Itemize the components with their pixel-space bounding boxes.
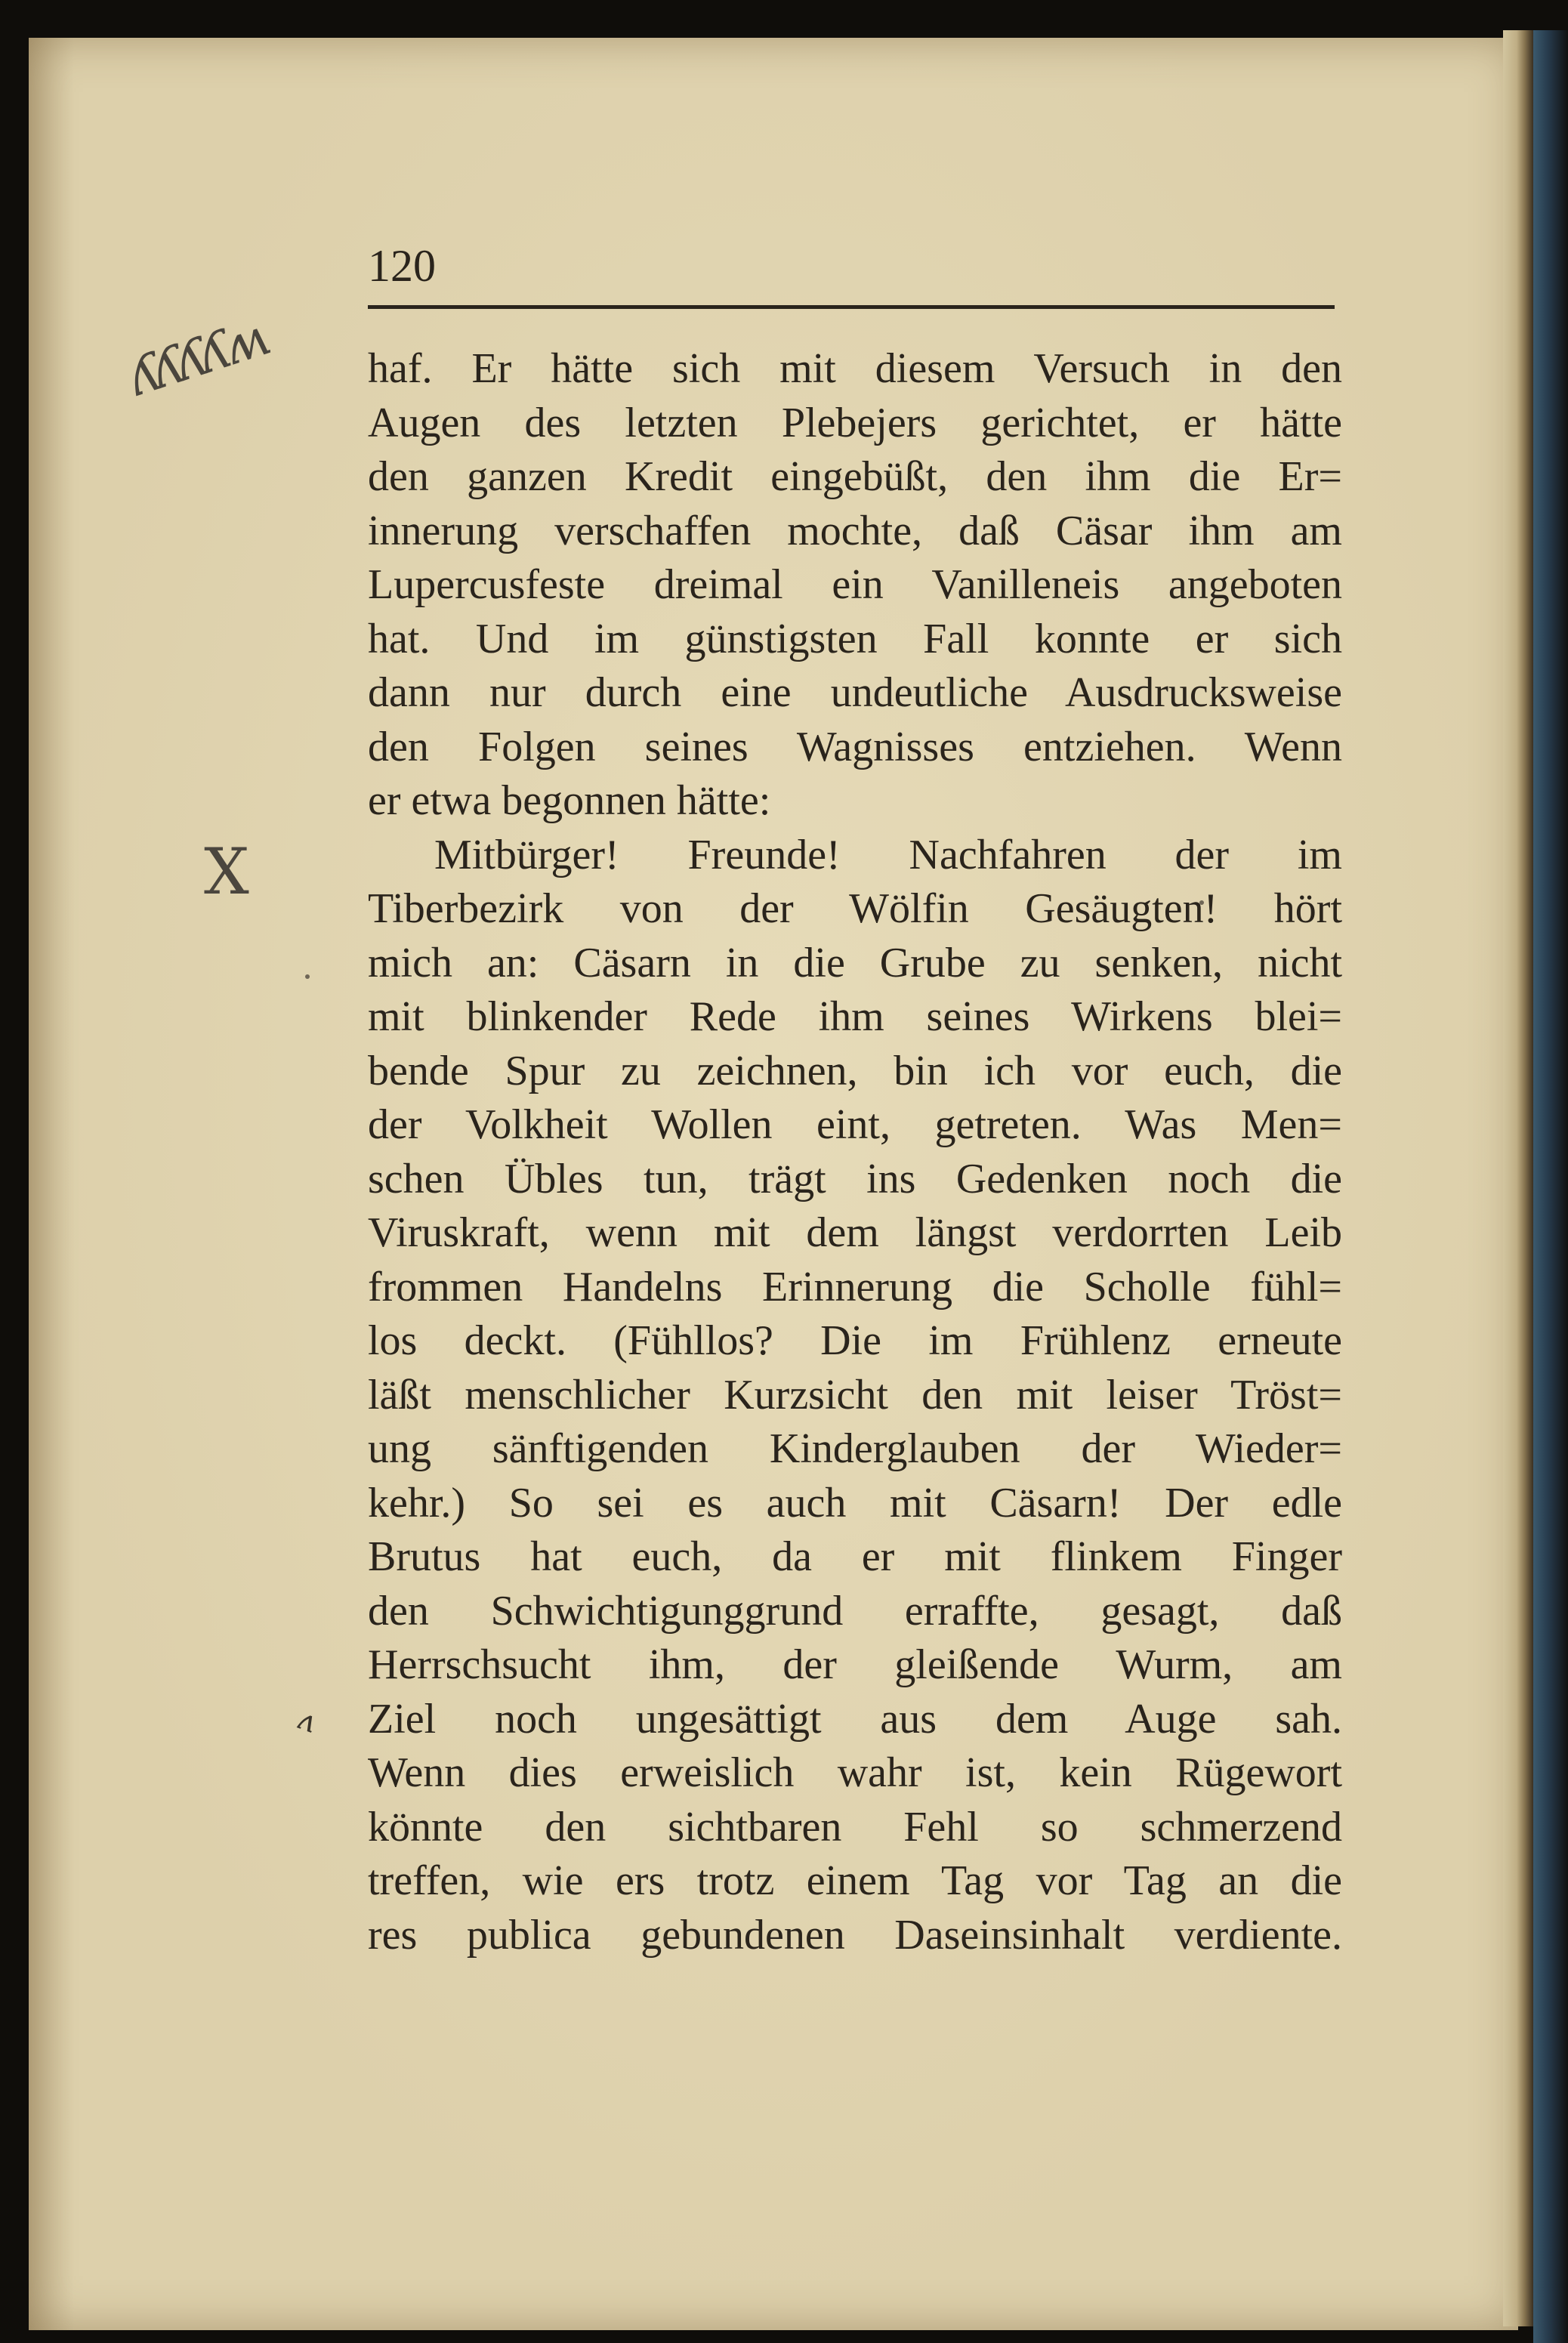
header-rule bbox=[368, 305, 1335, 309]
text-line: Wenn dies erweislich wahr ist, kein Rügewort bbox=[368, 1749, 1342, 1796]
text-line: frommen Handelns Erinnerung die Scholle fühl= bbox=[368, 1263, 1342, 1310]
page-number: 120 bbox=[368, 241, 436, 291]
margin-caret-annotation: ʌ bbox=[292, 1701, 321, 1740]
text-line: Mitbürger! Freunde! Nachfahren der im bbox=[434, 831, 1342, 878]
text-line: mich an: Cäsarn in die Grube zu senken, nicht bbox=[368, 939, 1342, 986]
text-line: Herrschsucht ihm, der gleißende Wurm, am bbox=[368, 1641, 1342, 1688]
text-line: Ziel noch ungesättigt aus dem Auge sah. bbox=[368, 1695, 1342, 1743]
text-line: den ganzen Kredit eingebüßt, den ihm die Er= bbox=[368, 453, 1342, 500]
text-line: hat. Und im günstigsten Fall konnte er sich bbox=[368, 615, 1342, 662]
text-line: könnte den sichtbaren Fehl so schmerzend bbox=[368, 1803, 1342, 1851]
text-line: res publica gebundenen Daseinsinhalt verdiente. bbox=[368, 1911, 1342, 1959]
text-line: los deckt. (Fühllos? Die im Frühlenz erneute bbox=[368, 1317, 1342, 1364]
text-line: mit blinkender Rede ihm seines Wirkens blei= bbox=[368, 993, 1342, 1040]
text-line: treffen, wie ers trotz einem Tag vor Tag an die bbox=[368, 1857, 1342, 1904]
text-line: Viruskraft, wenn mit dem längst verdorrten Leib bbox=[368, 1209, 1342, 1256]
margin-x-annotation: X bbox=[204, 835, 249, 909]
page-edge-right bbox=[1503, 30, 1533, 2326]
pencil-scribble-annotation: ʎʎʎʎʍ bbox=[122, 308, 272, 409]
text-line: innerung verschaffen mochte, daß Cäsar ihm am bbox=[368, 507, 1342, 554]
text-line: den Schwichtigunggrund erraffte, gesagt, daß bbox=[368, 1587, 1342, 1635]
body-text bbox=[368, 342, 1342, 1962]
pencil-dot bbox=[305, 974, 310, 979]
text-line: haf. Er hätte sich mit diesem Versuch in den bbox=[368, 345, 1342, 392]
text-line: der Volkheit Wollen eint, getreten. Was Men= bbox=[368, 1101, 1342, 1148]
text-line: ung sänftigenden Kinderglauben der Wieder= bbox=[368, 1425, 1342, 1472]
text-line: den Folgen seines Wagnisses entziehen. Wenn bbox=[368, 723, 1342, 770]
text-line: kehr.) So sei es auch mit Cäsarn! Der edle bbox=[368, 1479, 1342, 1526]
text-line: Brutus hat euch, da er mit flinkem Finger bbox=[368, 1533, 1342, 1580]
text-line: schen Übles tun, trägt ins Gedenken noch die bbox=[368, 1155, 1342, 1202]
book-cover-edge bbox=[1533, 30, 1568, 2343]
text-line: Augen des letzten Plebejers gerichtet, er hätte bbox=[368, 399, 1342, 446]
text-line: Tiberbezirk von der Wölfin Gesäugten! hört bbox=[368, 885, 1342, 932]
text-line: läßt menschlicher Kurzsicht den mit leiser Tröst= bbox=[368, 1371, 1342, 1418]
text-line: bende Spur zu zeichnen, bin ich vor euch, die bbox=[368, 1047, 1342, 1094]
text-line: dann nur durch eine undeutliche Ausdrucksweise bbox=[368, 669, 1342, 716]
text-line: Lupercusfeste dreimal ein Vanilleneis angeboten bbox=[368, 561, 1342, 608]
text-line: er etwa begonnen hätte: bbox=[368, 777, 771, 824]
